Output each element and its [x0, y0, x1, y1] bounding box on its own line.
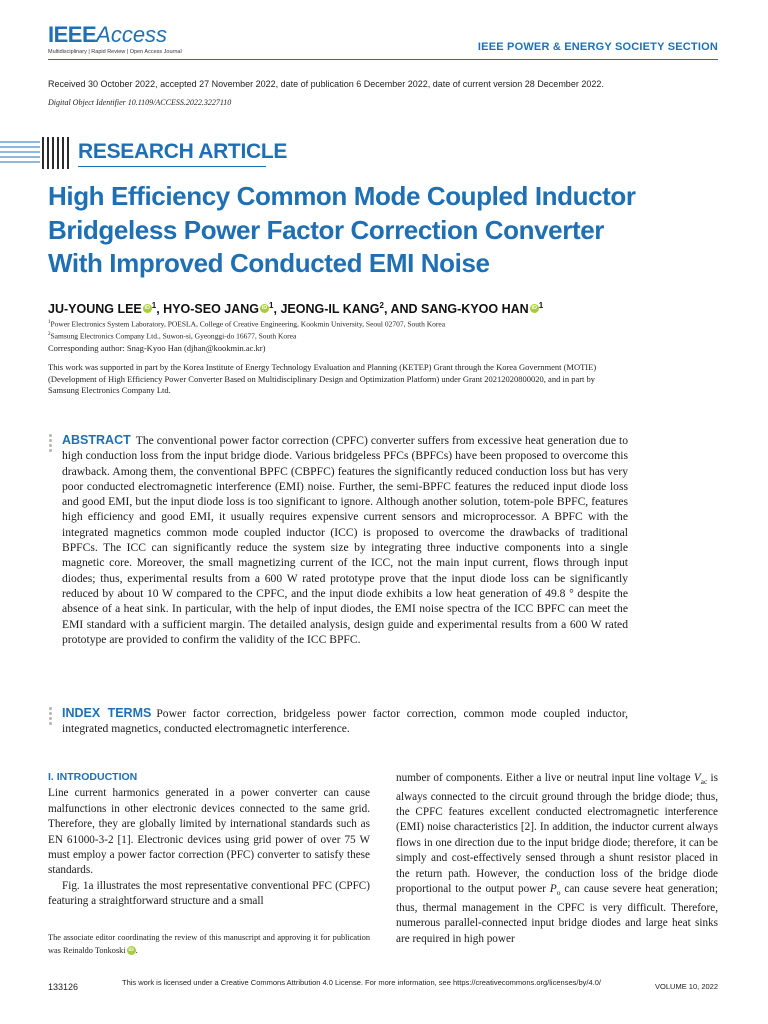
header-divider [48, 59, 718, 60]
orcid-icon[interactable]: iD [128, 947, 134, 953]
page-number: 133126 [48, 982, 79, 992]
abstract-text: The conventional power factor correction (CPFC) converter suffers from excessive heat generation due to high conduction loss from the input bridge diode. Various bridgeless PFCs (BPFCs) have been proposed to overcome this drawback. Among them, the conventional BPFC (CBPFC) features the significantly reduced conduction loss but has very poor conducted electromagnetic interference (EMI) noise. Further, the semi-BPFC features the reduced input diode loss and good EMI, but the input diode loss is too significant to ignore. Although another solution, totem-pole BPFC, features high efficiency and good EMI, it usually requires expensive current sensors and microprocessor. A BPFC with the integrated magnetics common mode coupled inductor (ICC) is proposed to overcome the drawbacks of traditional BPFCs. The ICC can significantly reduce the system size by integrating three inductive components into a single magnetic core. Moreover, the small magnetizing current of the ICC, not the main input current, flows through input diodes; thus, experimental results from a 600 W rated prototype prove that the input diode loss can be significantly reduced by about 10 W compared to the CPFC, and the input diode exhibits a low heat generation of 49.8 ° despite the absence of a heat sink. In particular, with the help of input diodes, the EMI noise spectra of the ICC BPFC can meet the EMI standard with a sufficient margin. The detailed analysis, design guide and experimental results from a 600 W rated prototype are provided to confirm the validity of the ICC BPFC. [62, 434, 628, 646]
abstract-label: ABSTRACT [62, 433, 131, 447]
footnote-text: The associate editor coordinating the review of this manuscript and approving it for publication was Reinaldo Tonkoski [48, 933, 370, 955]
license-notice[interactable]: This work is licensed under a Creative Commons Attribution 4.0 License. For more information, see https://creativecommons.org/licenses/by/4.0/ [122, 978, 601, 987]
affiliations [48, 318, 445, 341]
index-terms-dots-ornament [49, 707, 53, 727]
paper-title [48, 180, 648, 281]
footnote: The associate editor coordinating the review of this manuscript and approving it for publication was Reinaldo Tonkoski iD . [48, 933, 370, 955]
author-affil-mark: 2 [379, 301, 384, 310]
index-terms-text: Power factor correction, bridgeless power factor correction, common mode coupled inductor, integrated magnetics, conducted electromagnetic interference. [62, 707, 628, 736]
affiliation: $^1$Power Electronics System Laboratory, POESLA, College of Creative Engineering, Kookmin University, Seoul 02707, South Korea [48, 319, 446, 329]
body-left-column [48, 770, 370, 910]
title-line: Bridgeless Power Factor Correction Converter [48, 214, 604, 245]
journal-logo [48, 24, 182, 55]
abstract-dots-ornament [49, 434, 53, 454]
index-terms [62, 706, 628, 737]
corresponding-author: Corresponding author: Snag-Kyoo Han (djhan@kookmin.ac.kr) [48, 343, 266, 353]
volume-label: VOLUME 10, 2022 [655, 982, 718, 991]
paragraph: Fig. 1a illustrates the most representative conventional PFC (CPFC) featuring a straightforward structure and a small [48, 879, 370, 908]
logo-wordmark: IEEEAccess [48, 22, 168, 47]
paragraph: Line current harmonics generated in a power converter can cause malfunctions in other electronic devices connected to the same grid. Therefore, they are globally limited by international standards such as EN 61000-3-2 [1]. Electronic devices using grid power of over 75 W must employ a power factor correction (PFC) converter to satisfy these standards. [48, 787, 370, 877]
doi[interactable]: Digital Object Identifier 10.1109/ACCESS.2022.3227110 [48, 98, 232, 107]
author-list: JU-YOUNG LEE iD $^1$, HYO-SEO JANG iD $^1$, JEONG-IL KANG$^2$, AND SANG-KYOO HAN iD $^1$ [48, 301, 544, 317]
received-dates: Received 30 October 2022, accepted 27 November 2022, date of publication 6 December 2022, date of current version 28 December 2022. [48, 79, 604, 89]
author-name[interactable]: JU-YOUNG LEE [48, 302, 142, 317]
author-affil-mark: 1 [151, 301, 157, 310]
author-name[interactable]: HYO-SEO JANG [163, 302, 260, 317]
title-line: High Efficiency Common Mode Coupled Inductor [48, 181, 636, 211]
orcid-icon[interactable]: iD [144, 305, 151, 312]
author-name[interactable]: SANG-KYOO HAN [421, 302, 529, 317]
orcid-icon[interactable]: iD [531, 305, 537, 312]
abstract [62, 433, 628, 647]
article-type-underline [78, 166, 266, 167]
funding-statement: This work was supported in part by the Korea Institute of Energy Technology Evaluation and Planning (KETEP) Grant through the Korea Government (MOTIE) (Development of High Efficiency Power Converter Based on Multidisciplinary Design and Optimization Platform) under Grant 20212020800020, and in part by Samsung Electronics Company Ltd. [48, 362, 597, 395]
section-label: IEEE POWER & ENERGY SOCIETY SECTION [477, 41, 718, 53]
paragraph: number of components. Either a live or neutral input line voltage $V_{ac}$ is always connected to the circuit ground through the bridge diode; thus, the CPFC features excellent conducted electromagnetic interference (EMI) noise characteristics [2]. In addition, the inductor current always flows in one direction due to the input bridge diode; therefore, it can be simply and cost-effectively sensed through a shunt resistor placed in the return path. However, the conduction loss of the bridge diode proportional to the output power $P_o$ can cause severe heat generation; thus, thermal management in the CPFC is very difficult. Therefore, numerous parallel-connected input bridge diodes and large heat sinks are required in high power [396, 772, 718, 945]
body-right-column [396, 771, 718, 947]
affiliation: $^2$Samsung Electronics Company Ltd., Suwon-si, Gyeonggi-do 16677, South Korea [48, 331, 297, 340]
title-line: With Improved Conducted EMI Noise [48, 248, 490, 278]
author-affil-mark: 1 [269, 301, 274, 310]
article-type-ornament [0, 137, 72, 169]
index-terms-label: INDEX TERMS [62, 706, 152, 720]
author-affil-mark: 1 [538, 301, 544, 310]
section-heading: I. INTRODUCTION [48, 771, 138, 783]
logo-tagline: Multidisciplinary | Rapid Review | Open Access Journal [48, 49, 182, 55]
author-name[interactable]: JEONG-IL KANG [280, 302, 380, 317]
orcid-icon[interactable]: iD [261, 305, 268, 312]
article-type: RESEARCH ARTICLE [78, 140, 288, 163]
